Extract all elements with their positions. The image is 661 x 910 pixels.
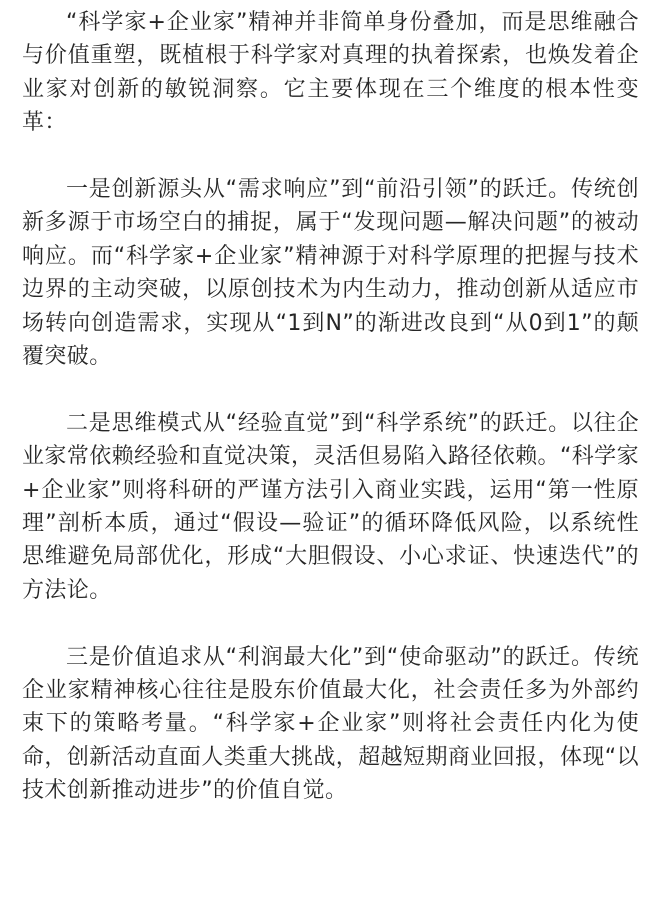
intro-paragraph: “科学家+企业家”精神并非简单身份叠加，而是思维融合与价值重塑，既植根于科学家对真理的执着探索，也焕发着企业家对创新的敏锐洞察。它主要体现在三个维度的根本性变革： <box>22 10 639 136</box>
dimension-three-paragraph: 三是价值追求从“利润最大化”到“使命驱动”的跃迁。传统企业家精神核心往往是股东价值最大化，社会责任多为外部约束下的策略考量。“科学家+企业家”则将社会责任内化为使命，创新活动直面人类重大挑战，超越短期商业回报，体现“以技术创新推动进步”的价值自觉。 <box>22 644 639 804</box>
dimension-two-paragraph: 二是思维模式从“经验直觉”到“科学系统”的跃迁。以往企业家常依赖经验和直觉决策，灵活但易陷入路径依赖。“科学家+企业家”则将科研的严谨方法引入商业实践，运用“第一性原理”剖析本质，通过“假设—验证”的循环降低风险，以系统性思维避免局部优化，形成“大胆假设、小心求证、快速迭代”的方法论。 <box>22 410 639 603</box>
dimension-one-paragraph: 一是创新源头从“需求响应”到“前沿引领”的跃迁。传统创新多源于市场空白的捕捉，属于“发现问题—解决问题”的被动响应。而“科学家+企业家”精神源于对科学原理的把握与技术边界的主动突破，以原创技术为内生动力，推动创新从适应市场转向创造需求，实现从“1到N”的渐进改良到“从0到1”的颠覆突破。 <box>22 177 639 370</box>
